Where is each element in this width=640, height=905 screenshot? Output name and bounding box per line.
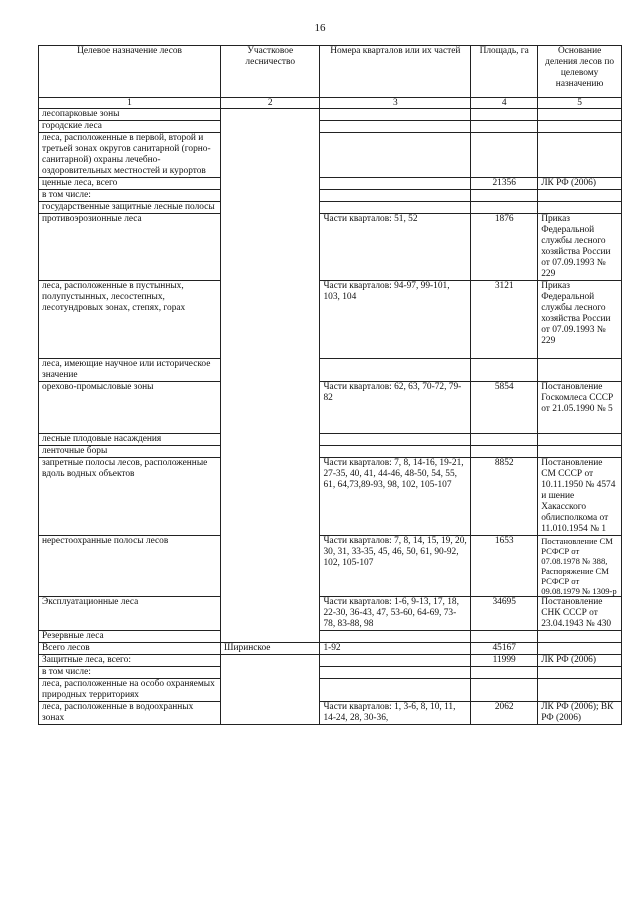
quarters-cell: Части кварталов: 94-97, 99-101, 103, 104 [320, 281, 471, 359]
table-row [39, 702, 622, 725]
basis-cell: Приказ Федеральной службы лесного хозяйства России от 07.09.1993 № 229 [538, 214, 622, 281]
area-cell [471, 446, 538, 458]
basis-cell [538, 121, 622, 133]
quarters-cell [320, 359, 471, 382]
row-purpose: леса, расположенные на особо охраняемых природных территориях [39, 679, 221, 702]
area-cell: 21356 [471, 178, 538, 190]
table-row [39, 597, 622, 631]
basis-cell [538, 679, 622, 702]
area-cell: 11999 [471, 655, 538, 667]
quarters-cell [320, 190, 471, 202]
column-index: 2 [221, 98, 320, 109]
basis-cell: Приказ Федеральной службы лесного хозяйства России от 07.09.1993 № 229 [538, 281, 622, 359]
basis-cell [538, 631, 622, 643]
table-row [39, 382, 622, 434]
area-cell [471, 202, 538, 214]
quarters-cell [320, 121, 471, 133]
basis-cell [538, 133, 622, 178]
quarters-cell [320, 679, 471, 702]
quarters-cell: Части кварталов: 51, 52 [320, 214, 471, 281]
quarters-cell: Части кварталов: 7, 8, 14-16, 19-21, 27-35, 40, 41, 44-46, 48-50, 54, 55, 61, 64,73,89-93, 98, 102, 105-107 [320, 458, 471, 536]
area-cell [471, 359, 538, 382]
header-basis: Основание деления лесов по целевому назначению [538, 46, 622, 98]
area-cell [471, 190, 538, 202]
table-row [39, 536, 622, 597]
basis-cell [538, 202, 622, 214]
basis-cell: ЛК РФ (2006) [538, 655, 622, 667]
row-purpose: государственные защитные лесные полосы [39, 202, 221, 214]
district-cell: Ширинское [221, 643, 320, 655]
area-cell: 45167 [471, 643, 538, 655]
quarters-cell [320, 655, 471, 667]
basis-cell [538, 190, 622, 202]
column-index: 5 [538, 98, 622, 109]
table-row [39, 109, 622, 121]
header-district: Участковое лесничество [221, 46, 320, 98]
header-purpose: Целевое назначение лесов [39, 46, 221, 98]
table-row [39, 655, 622, 667]
column-index-row [39, 98, 622, 109]
table-row [39, 458, 622, 536]
area-cell [471, 631, 538, 643]
row-purpose: Всего лесов [39, 643, 221, 655]
table-row [39, 434, 622, 446]
column-index: 3 [320, 98, 471, 109]
basis-cell: Постановление СНК СССР от 23.04.1943 № 430 [538, 597, 622, 631]
table-row [39, 214, 622, 281]
area-cell: 34695 [471, 597, 538, 631]
area-cell [471, 434, 538, 446]
row-purpose: леса, расположенные в первой, второй и третьей зонах округов санитарной (горно-санитарной) охраны лечебно-оздоровительных местностей и курортов [39, 133, 221, 178]
row-purpose: леса, имеющие научное или историческое значение [39, 359, 221, 382]
page-number: 16 [314, 22, 326, 34]
header-area: Площадь, га [471, 46, 538, 98]
basis-cell [538, 434, 622, 446]
area-cell [471, 121, 538, 133]
basis-cell: ЛК РФ (2006); ВК РФ (2006) [538, 702, 622, 725]
row-purpose: орехово-промысловые зоны [39, 382, 221, 434]
row-purpose: запретные полосы лесов, расположенные вдоль водных объектов [39, 458, 221, 536]
row-purpose: ценные леса, всего [39, 178, 221, 190]
row-purpose: леса, расположенные в пустынных, полупустынных, лесостепных, лесотундровых зонах, степях, горах [39, 281, 221, 359]
area-cell: 8852 [471, 458, 538, 536]
quarters-cell [320, 446, 471, 458]
basis-cell: Постановление СМ СССР от 10.11.1950 № 4574 и шение Хакасского облисполкома от 11.010.1954 № 1 [538, 458, 622, 536]
quarters-cell [320, 133, 471, 178]
area-cell [471, 109, 538, 121]
quarters-cell: Части кварталов: 62, 63, 70-72, 79-82 [320, 382, 471, 434]
basis-cell [538, 643, 622, 655]
row-purpose: леса, расположенные в водоохранных зонах [39, 702, 221, 725]
basis-cell [538, 667, 622, 679]
quarters-cell [320, 667, 471, 679]
table-row [39, 178, 622, 190]
row-purpose: городские леса [39, 121, 221, 133]
quarters-cell [320, 631, 471, 643]
table-row [39, 190, 622, 202]
basis-cell: Постановление СМ РСФСР от 07.08.1978 № 388, Распоряжение СМ РСФСР от 09.08.1979 № 1309-р [538, 536, 622, 597]
forest-purpose-table [38, 45, 622, 725]
area-cell: 5854 [471, 382, 538, 434]
table-row [39, 631, 622, 643]
table-row [39, 133, 622, 178]
quarters-cell: Части кварталов: 1, 3-6, 8, 10, 11, 14-24, 28, 30-36, [320, 702, 471, 725]
quarters-cell [320, 109, 471, 121]
area-cell: 1876 [471, 214, 538, 281]
row-purpose: лесопарковые зоны [39, 109, 221, 121]
basis-cell: Постановление Госкомлеса СССР от 21.05.1990 № 5 [538, 382, 622, 434]
table-row [39, 643, 622, 655]
table-header-row [39, 46, 622, 98]
row-purpose: нерестоохранные полосы лесов [39, 536, 221, 597]
district-cell [221, 655, 320, 725]
area-cell: 1653 [471, 536, 538, 597]
row-purpose: лесные плодовые насаждения [39, 434, 221, 446]
table-row [39, 281, 622, 359]
row-purpose: противоэрозионные леса [39, 214, 221, 281]
header-quarters: Номера кварталов или их частей [320, 46, 471, 98]
quarters-cell [320, 434, 471, 446]
table-row [39, 359, 622, 382]
area-cell: 2062 [471, 702, 538, 725]
table-row [39, 121, 622, 133]
table-row [39, 446, 622, 458]
row-purpose: в том числе: [39, 667, 221, 679]
column-index: 4 [471, 98, 538, 109]
row-purpose: Резервные леса [39, 631, 221, 643]
area-cell [471, 667, 538, 679]
table-row [39, 679, 622, 702]
basis-cell [538, 359, 622, 382]
area-cell [471, 133, 538, 178]
row-purpose: ленточные боры [39, 446, 221, 458]
column-index: 1 [39, 98, 221, 109]
quarters-cell: Части кварталов: 1-6, 9-13, 17, 18, 22-30, 36-43, 47, 53-60, 64-69, 73-78, 83-88, 98 [320, 597, 471, 631]
district-cell [221, 109, 320, 643]
basis-cell [538, 109, 622, 121]
quarters-cell: Части кварталов: 7, 8, 14, 15, 19, 20, 30, 31, 33-35, 45, 46, 50, 61, 90-92, 102, 105-107 [320, 536, 471, 597]
basis-cell: ЛК РФ (2006) [538, 178, 622, 190]
area-cell [471, 679, 538, 702]
table-row [39, 667, 622, 679]
basis-cell [538, 446, 622, 458]
quarters-cell: 1-92 [320, 643, 471, 655]
quarters-cell [320, 202, 471, 214]
row-purpose: Эксплуатационные леса [39, 597, 221, 631]
area-cell: 3121 [471, 281, 538, 359]
row-purpose: в том числе: [39, 190, 221, 202]
row-purpose: Защитные леса, всего: [39, 655, 221, 667]
table-row [39, 202, 622, 214]
quarters-cell [320, 178, 471, 190]
